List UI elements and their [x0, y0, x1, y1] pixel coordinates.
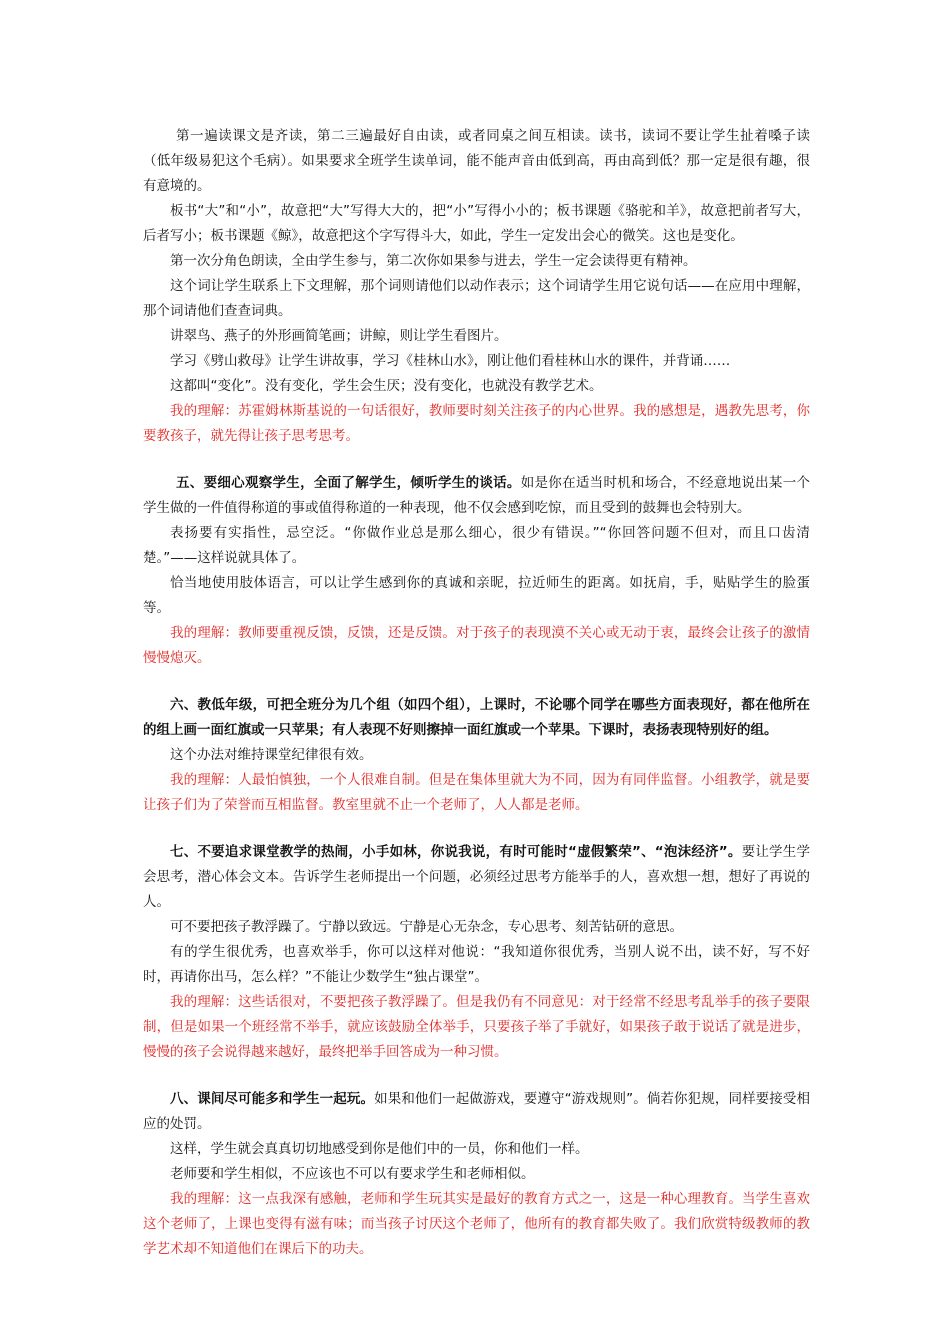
section-heading: 七、不要追求课堂教学的热闹，小手如林，你说我说，有时可能时“虚假繁荣”、“泡沫经济”。 [170, 844, 742, 860]
body-paragraph [143, 124, 810, 199]
paragraph-text: 第一遍读课文是齐读，第二三遍最好自由读，或者同桌之间互相读。读书，读词不要让学生扯着嗓子读（低年级易犯这个毛病）。如果要求全班学生读单词，能不能声音由低到高，再由高到低？那一定是很有趣，很有意境的。 [143, 128, 810, 194]
section-heading: 六、教低年级，可把全班分为几个组（如四个组），上课时，不论哪个同学在哪些方面表现好，都在他所在的组上画一面红旗或一只苹果；有人表现不好则擦掉一面红旗或一个苹果。下课时，表扬表现特别好的组。 [143, 697, 810, 738]
section-heading-paragraph [143, 693, 810, 743]
body-paragraph [143, 571, 810, 621]
paragraph-text: 我的理解：教师要重视反馈，反馈，还是反馈。对于孩子的表现漠不关心或无动于衷，最终会让孩子的激情慢慢熄灭。 [143, 625, 810, 666]
paragraph-text: 如是你在适当时机和场合，不经意地说出某一个学生做的一件值得称道的事或值得称道的一种表现，他不仅会感到吃惊，而且受到的鼓舞也会特别大。 [143, 475, 811, 516]
section-heading-paragraph [143, 840, 810, 915]
section-gap [143, 671, 810, 693]
paragraph-text: 有的学生很优秀，也喜欢举手，你可以这样对他说：“我知道你很优秀，当别人说不出，读不好，写不好时，再请你出马，怎么样？”不能让少数学生“独占课堂”。 [143, 944, 810, 985]
body-paragraph [143, 374, 810, 399]
section-gap [143, 1065, 810, 1087]
body-paragraph [143, 349, 810, 374]
commentary-paragraph [143, 621, 810, 671]
body-paragraph [143, 249, 810, 274]
section-heading: 八、课间尽可能多和学生一起玩。 [170, 1091, 375, 1107]
body-paragraph [143, 915, 810, 940]
paragraph-text: 第一次分角色朗读，全由学生参与，第二次你如果参与进去，学生一定会读得更有精神。 [170, 253, 697, 269]
paragraph-text: 这个词让学生联系上下文理解，那个词则请他们以动作表示；这个词请学生用它说句话——在应用中理解，那个词请他们查查词典。 [143, 278, 810, 319]
body-paragraph [143, 274, 810, 324]
section-heading-paragraph [143, 471, 810, 521]
paragraph-text: 恰当地使用肢体语言，可以让学生感到你的真诚和亲昵，拉近师生的距离。如抚肩，手，贴贴学生的脸蛋等。 [143, 575, 810, 616]
paragraph-text: 我的理解：人最怕慎独，一个人很难自制。但是在集体里就大为不同，因为有同伴监督。小组教学，就是要让孩子们为了荣誉而互相监督。教室里就不止一个老师了，人人都是老师。 [143, 772, 810, 813]
paragraph-text: 老师要和学生相似，不应该也不可以有要求学生和老师相似。 [170, 1166, 535, 1182]
paragraph-text: 要让学生学会思考，潜心体会文本。告诉学生老师提出一个问题，必须经过思考方能举手的人，喜欢想一想，想好了再说的人。 [143, 844, 811, 910]
body-paragraph [143, 324, 810, 349]
body-paragraph [143, 743, 810, 768]
paragraph-text: 如果和他们一起做游戏，要遵守“游戏规则”。倘若你犯规，同样要接受相应的处罚。 [143, 1091, 811, 1132]
commentary-paragraph [143, 399, 810, 449]
paragraph-text: 这都叫“变化”。没有变化，学生会生厌；没有变化，也就没有教学艺术。 [170, 378, 603, 394]
paragraph-text: 表扬要有实指性，忌空泛。“你做作业总是那么细心，很少有错误。”“你回答问题不但对，而且口齿清楚。”——这样说就具体了。 [143, 525, 810, 566]
document-page [143, 124, 810, 1262]
body-paragraph [143, 199, 810, 249]
paragraph-text: 这个办法对维持课堂纪律很有效。 [170, 747, 373, 763]
paragraph-text: 讲翠鸟、燕子的外形画简笔画；讲鲸，则让学生看图片。 [170, 328, 508, 344]
paragraph-text: 可不要把孩子教浮躁了。宁静以致远。宁静是心无杂念，专心思考、刻苦钻研的意思。 [170, 919, 683, 935]
commentary-paragraph [143, 990, 810, 1065]
paragraph-text: 我的理解：苏霍姆林斯基说的一句话很好，教师要时刻关注孩子的内心世界。我的感想是，遇教先思考，你要教孩子，就先得让孩子思考思考。 [143, 403, 810, 444]
body-paragraph [143, 1137, 810, 1162]
commentary-paragraph [143, 768, 810, 818]
section-heading: 五、要细心观察学生，全面了解学生，倾听学生的谈话。 [176, 475, 521, 491]
body-paragraph [143, 521, 810, 571]
paragraph-text: 我的理解：这一点我深有感触，老师和学生玩其实是最好的教育方式之一，这是一种心理教育。当学生喜欢这个老师了，上课也变得有滋有味；而当孩子讨厌这个老师了，他所有的教育都失败了。我们欣赏特级教师的教学艺术却不知道他们在课后下的功夫。 [143, 1191, 810, 1257]
section-gap [143, 818, 810, 840]
paragraph-text: 板书“大”和“小”，故意把“大”写得大大的，把“小”写得小小的；板书课题《骆驼和羊》，故意把前者写大，后者写小；板书课题《鲸》，故意把这个字写得斗大，如此，学生一定发出会心的微笑。这也是变化。 [143, 203, 810, 244]
paragraph-text: 这样，学生就会真真切切地感受到你是他们中的一员，你和他们一样。 [170, 1141, 589, 1157]
paragraph-text: 我的理解：这些话很对，不要把孩子教浮躁了。但是我仍有不同意见：对于经常不经思考乱举手的孩子要限制，但是如果一个班经常不举手，就应该鼓励全体举手，只要孩子举了手就好，如果孩子敢于说话了就是进步，慢慢的孩子会说得越来越好，最终把举手回答成为一种习惯。 [143, 994, 810, 1060]
body-paragraph [143, 940, 810, 990]
section-heading-paragraph [143, 1087, 810, 1137]
body-paragraph [143, 1162, 810, 1187]
paragraph-text: 学习《劈山救母》让学生讲故事，学习《桂林山水》，刚让他们看桂林山水的课件，并背诵…… [170, 353, 731, 369]
commentary-paragraph [143, 1187, 810, 1262]
section-gap [143, 449, 810, 471]
